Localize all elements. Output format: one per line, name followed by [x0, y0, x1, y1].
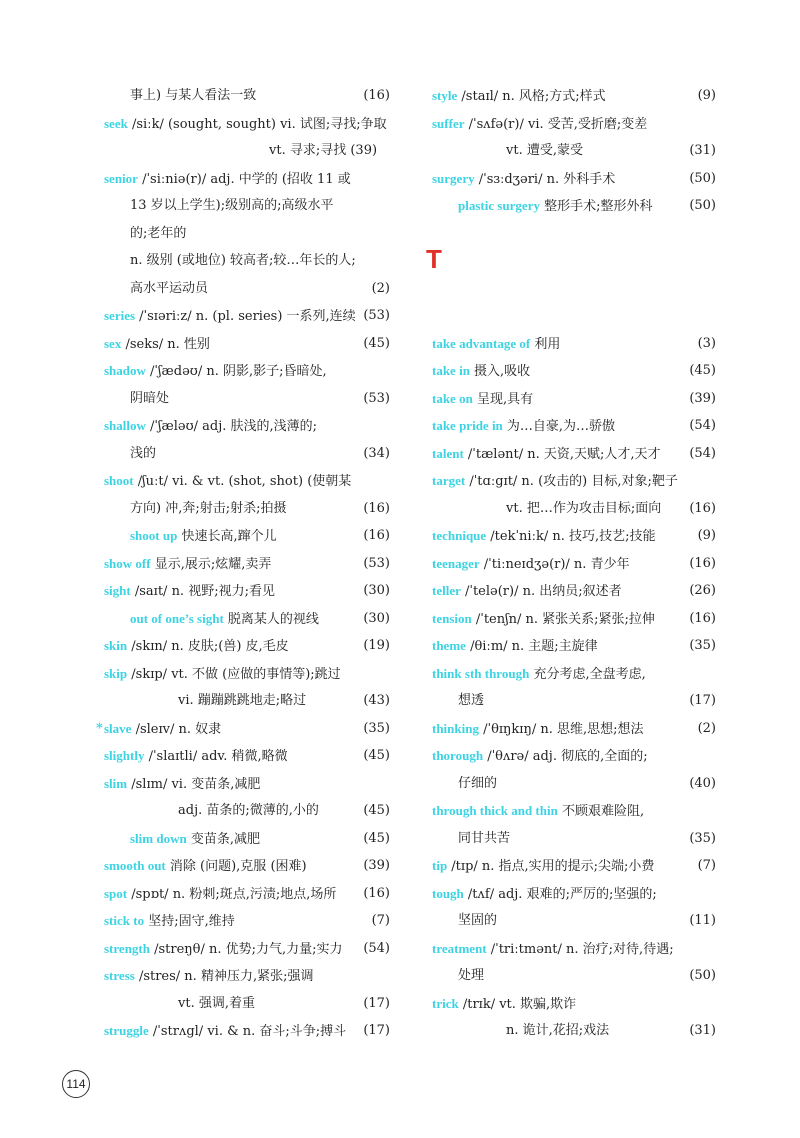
dictionary-line	[104, 165, 390, 193]
headword: stress	[104, 968, 135, 983]
page-reference: (16)	[363, 88, 390, 103]
page-reference: (39)	[689, 390, 716, 406]
page-reference: (30)	[363, 583, 390, 598]
definition-text: /θiːm/ n. 主题;主旋律	[465, 639, 598, 654]
dictionary-line	[104, 632, 390, 660]
definition-text: 13 岁以上学生);级别高的;高级水平	[130, 198, 334, 213]
page-reference: (53)	[363, 390, 390, 406]
definition-text: /skɪn/ n. 皮肤;(兽) 皮,毛皮	[127, 639, 289, 654]
definition-text: /ˈθʌrə/ adj. 彻底的,全面的;	[483, 749, 648, 764]
headword: seek	[104, 115, 128, 131]
headword: target	[432, 473, 466, 488]
headword: through thick and thin	[432, 803, 558, 818]
dictionary-line	[104, 880, 390, 908]
headword: slim	[104, 775, 128, 791]
dictionary-line	[104, 82, 390, 110]
headword: sight	[104, 583, 131, 598]
page-reference: (2)	[697, 720, 716, 736]
page-reference: (31)	[689, 1023, 716, 1038]
dictionary-line	[104, 742, 390, 770]
definition-text: /staɪl/ n. 风格;方式;样式	[457, 89, 606, 104]
headword: struggle	[104, 1023, 149, 1038]
page-reference: (16)	[363, 500, 390, 516]
definition-text: 的;老年的	[130, 225, 187, 241]
page-reference: (16)	[363, 885, 390, 901]
dictionary-line	[432, 935, 716, 963]
definition-text: /tekˈniːk/ n. 技巧,技艺;技能	[486, 529, 656, 544]
page-reference: (7)	[371, 913, 390, 928]
dictionary-line	[104, 935, 390, 963]
headword: thinking	[432, 720, 479, 736]
dictionary-line	[432, 165, 716, 193]
dictionary-line	[432, 577, 716, 605]
definition-text: 脱离某人的视线	[223, 611, 319, 627]
definition-text: /spɒt/ n. 粉刺;斑点,污渍;地点,场所	[127, 886, 337, 902]
headword: take pride in	[432, 418, 503, 433]
headword: strength	[104, 940, 150, 956]
headword: teenager	[432, 555, 480, 571]
definition-text: /ˈθɪŋkɪŋ/ n. 思维,思想;想法	[478, 721, 644, 737]
definition-text: 高水平运动员	[130, 280, 209, 296]
dictionary-line	[104, 660, 390, 688]
definition-text: 摄入,吸收	[469, 364, 531, 379]
headword: tip	[432, 858, 448, 873]
headword: shoot up	[130, 528, 178, 543]
dictionary-line	[432, 715, 716, 743]
right-top-entries	[432, 82, 716, 220]
dictionary-line	[432, 825, 716, 853]
headword: suffer	[432, 115, 465, 131]
page-number: 114	[62, 1070, 90, 1098]
definition-text: n. 诡计,花招;戏法	[506, 1023, 610, 1038]
headword: skip	[104, 665, 128, 681]
headword: stick to	[104, 913, 145, 928]
definition-text: 呈现,具有	[472, 391, 534, 407]
dictionary-line	[104, 770, 390, 798]
headword: slim down	[130, 830, 187, 846]
definition-text: 快速长高,蹿个儿	[177, 529, 277, 544]
dictionary-line	[432, 660, 716, 688]
dictionary-line	[104, 550, 390, 578]
definition-text: 想透	[458, 693, 485, 708]
page-reference: (9)	[697, 528, 716, 543]
dictionary-line	[104, 137, 390, 165]
dictionary-line	[432, 632, 716, 660]
headword: shadow	[104, 363, 146, 378]
headword: technique	[432, 528, 487, 543]
page-reference: (34)	[363, 445, 390, 461]
page-reference: (7)	[697, 858, 716, 873]
definition-text: /ˈsɜːdʒəri/ n. 外科手术	[474, 171, 616, 187]
headword: slave	[104, 720, 132, 736]
dictionary-line	[104, 495, 390, 523]
page-reference: (16)	[689, 500, 716, 516]
definition-text: /ˈtɑːgɪt/ n. (攻击的) 目标,对象;靶子	[465, 474, 678, 489]
headword: sex	[104, 335, 122, 351]
dictionary-line	[104, 440, 390, 468]
definition-text: adj. 苗条的;微薄的,小的	[178, 803, 319, 818]
dictionary-line	[104, 357, 390, 385]
section-heading	[426, 220, 716, 330]
definition-text: /tɪp/ n. 指点,实用的提示;尖端;小费	[447, 859, 655, 874]
headword: thorough	[432, 748, 484, 763]
page-reference: (50)	[689, 170, 716, 186]
definition-text: /ˈʃædəʊ/ n. 阴影,影子;昏暗处,	[145, 364, 327, 379]
definition-text: 变苗条,减肥	[186, 831, 260, 847]
page-reference: (35)	[689, 830, 716, 846]
dictionary-line	[104, 907, 390, 935]
right-column	[426, 82, 716, 1045]
dictionary-line	[432, 522, 716, 550]
definition-text: 事上) 与某人看法一致	[130, 88, 257, 103]
dictionary-line	[432, 990, 716, 1018]
page-reference: (50)	[689, 968, 716, 983]
page-reference: (54)	[689, 445, 716, 461]
dictionary-line	[432, 440, 716, 468]
definition-text: vt. 遭受,蒙受	[506, 143, 583, 158]
headword: take advantage of	[432, 335, 531, 351]
definition-text: /ˈtelə(r)/ n. 出纳员;叙述者	[460, 584, 622, 599]
dictionary-line	[432, 880, 716, 908]
definition-text: 阴暗处	[130, 390, 170, 406]
definition-text: /ˈtriːtmənt/ n. 治疗;对待,待遇;	[486, 941, 674, 957]
definition-text: 方向) 冲,奔;射击;射杀;拍摄	[130, 500, 287, 516]
headword: treatment	[432, 940, 487, 956]
headword: tough	[432, 885, 464, 901]
headword: show off	[104, 555, 151, 571]
page-reference: (2)	[371, 280, 390, 296]
definition-text: 仔细的	[458, 775, 498, 791]
dictionary-line	[432, 137, 716, 165]
headword: senior	[104, 170, 138, 186]
page-reference: (35)	[363, 720, 390, 736]
dictionary-line	[104, 577, 390, 605]
dictionary-line	[104, 247, 390, 275]
page-reference: (54)	[363, 940, 390, 956]
dictionary-line	[104, 330, 390, 358]
dictionary-line	[104, 990, 390, 1018]
star-marker: *	[96, 720, 103, 736]
headword: smooth out	[104, 858, 166, 873]
definition-text: /sleɪv/ n. 奴隶	[131, 721, 222, 737]
page-reference: (40)	[689, 775, 716, 791]
page-reference: (39)	[363, 858, 390, 873]
dictionary-line	[104, 605, 390, 633]
definition-text: /siːk/ (sought, sought) vi. 试图;寻找;争取	[127, 116, 387, 132]
headword: style	[432, 88, 458, 103]
dictionary-line	[432, 687, 716, 715]
dictionary-line	[432, 605, 716, 633]
page-reference: (16)	[689, 610, 716, 626]
headword: tension	[432, 610, 472, 626]
page-reference: (45)	[363, 748, 390, 763]
headword: take in	[432, 363, 470, 378]
headword: shallow	[104, 418, 146, 433]
page-reference: (54)	[689, 418, 716, 433]
definition-text: 坚持;固守,维持	[144, 914, 235, 929]
definition-text: /ʃuːt/ vi. & vt. (shot, shot) (使朝某	[133, 474, 352, 489]
page-reference: (45)	[689, 363, 716, 378]
dictionary-line	[104, 852, 390, 880]
dictionary-line	[432, 467, 716, 495]
dictionary-line	[432, 962, 716, 990]
page-reference: (50)	[689, 198, 716, 213]
dictionary-line	[104, 412, 390, 440]
page-reference: (17)	[363, 1023, 390, 1038]
definition-text: 坚固的	[458, 913, 498, 928]
definition-text: /saɪt/ n. 视野;视力;看见	[130, 584, 275, 599]
definition-text: /slɪm/ vi. 变苗条,减肥	[127, 776, 261, 792]
dictionary-line	[104, 825, 390, 853]
definition-text: 充分考虑,全盘考虑,	[529, 666, 646, 682]
definition-text: vt. 寻求;寻找 (39)	[269, 143, 378, 158]
definition-text: /tʌf/ adj. 艰难的;严厉的;坚强的;	[463, 886, 657, 902]
dictionary-line	[104, 192, 390, 220]
page-reference: (43)	[363, 693, 390, 708]
dictionary-line	[432, 852, 716, 880]
definition-text: /ˈtælənt/ n. 天资,天赋;人才,天才	[463, 446, 661, 462]
headword: skin	[104, 638, 128, 653]
definition-text: /seks/ n. 性别	[121, 336, 210, 352]
dictionary-line	[104, 687, 390, 715]
definition-text: /skɪp/ vt. 不做 (应做的事情等);跳过	[127, 666, 341, 682]
page-reference: (35)	[689, 638, 716, 653]
headword: series	[104, 308, 136, 323]
left-column	[96, 82, 390, 1045]
definition-text: /ˈslaɪtli/ adv. 稍微,略微	[144, 749, 288, 764]
dictionary-line	[432, 412, 716, 440]
definition-text: /ˈstrʌgl/ vi. & n. 奋斗;斗争;搏斗	[148, 1024, 347, 1039]
dictionary-line	[432, 495, 716, 523]
headword: plastic surgery	[458, 198, 540, 213]
headword: trick	[432, 995, 459, 1011]
definition-text: 利用	[530, 336, 561, 352]
dictionary-line	[432, 742, 716, 770]
headword: surgery	[432, 170, 475, 186]
dictionary-line	[432, 110, 716, 138]
definition-text: vi. 蹦蹦跳跳地走;略过	[178, 693, 307, 708]
page-reference: (9)	[697, 88, 716, 103]
page-reference: (45)	[363, 830, 390, 846]
headword: theme	[432, 638, 466, 653]
dictionary-line	[432, 385, 716, 413]
page-reference: (30)	[363, 610, 390, 626]
dictionary-line	[104, 1017, 390, 1045]
page-reference: (19)	[363, 638, 390, 653]
definition-text: 为…自豪,为…骄傲	[502, 419, 616, 434]
definition-text: 显示,展示;炫耀,卖弄	[150, 556, 272, 572]
page-reference: (53)	[363, 555, 390, 571]
dictionary-line	[104, 220, 390, 248]
definition-text: /stres/ n. 精神压力,紧张;强调	[134, 969, 314, 984]
dictionary-line	[104, 385, 390, 413]
page-reference: (53)	[363, 308, 390, 323]
dictionary-line	[432, 770, 716, 798]
definition-text: /ˈsʌfə(r)/ vi. 受苦,受折磨;变差	[464, 116, 648, 132]
headword: slightly	[104, 748, 145, 763]
definition-text: 处理	[458, 968, 485, 983]
page-reference: (17)	[689, 693, 716, 708]
dictionary-line	[104, 797, 390, 825]
headword: think sth through	[432, 665, 530, 681]
dictionary-line	[432, 907, 716, 935]
definition-text: n. 级别 (或地位) 较高者;较…年长的人;	[130, 253, 356, 268]
definition-text: /ˈtiːneɪdʒə(r)/ n. 青少年	[479, 556, 630, 572]
dictionary-line	[432, 330, 716, 358]
page-reference: (31)	[689, 143, 716, 158]
headword: out of one’s sight	[130, 610, 224, 626]
definition-text: vt. 把…作为攻击目标;面向	[506, 500, 662, 516]
right-bottom-entries	[432, 330, 716, 1045]
page-reference: (45)	[363, 803, 390, 818]
dictionary-line	[104, 522, 390, 550]
definition-text: /streŋθ/ n. 优势;力气,力量;实力	[149, 941, 343, 957]
section-letter: T	[426, 243, 442, 274]
page-reference: (3)	[697, 335, 716, 351]
page-reference: (16)	[689, 555, 716, 571]
dictionary-line	[432, 82, 716, 110]
definition-text: 不顾艰难险阻,	[557, 804, 645, 819]
definition-text: 消除 (问题),克服 (困难)	[165, 859, 307, 874]
dictionary-line	[432, 357, 716, 385]
definition-text: /ˈtenʃn/ n. 紧张关系;紧张;拉伸	[471, 611, 655, 627]
dictionary-line	[432, 1017, 716, 1045]
headword: talent	[432, 445, 464, 461]
headword: teller	[432, 583, 461, 598]
headword: spot	[104, 885, 128, 901]
dictionary-line	[96, 715, 390, 743]
dictionary-line	[432, 192, 716, 220]
dictionary-line	[104, 275, 390, 303]
page-reference: (16)	[363, 528, 390, 543]
dictionary-line	[104, 110, 390, 138]
page-reference: (17)	[363, 995, 390, 1011]
dictionary-line	[104, 467, 390, 495]
page-reference: (45)	[363, 335, 390, 351]
headword: take on	[432, 390, 473, 406]
dictionary-line	[432, 797, 716, 825]
definition-text: /ˈsiːniə(r)/ adj. 中学的 (招收 11 或	[137, 171, 351, 187]
dictionary-line	[432, 550, 716, 578]
page-reference: (11)	[689, 913, 716, 928]
definition-text: /ˈʃæləʊ/ adj. 肤浅的,浅薄的;	[145, 419, 318, 434]
page-reference: (26)	[689, 583, 716, 598]
dictionary-line	[104, 962, 390, 990]
dictionary-line	[104, 302, 390, 330]
definition-text: /ˈsɪəriːz/ n. (pl. series) 一系列,连续	[135, 309, 356, 324]
definition-text: 浅的	[130, 445, 157, 461]
headword: shoot	[104, 473, 134, 488]
definition-text: 同甘共苦	[458, 830, 511, 846]
definition-text: vt. 强调,着重	[178, 995, 255, 1011]
definition-text: 整形手术;整形外科	[539, 199, 653, 214]
definition-text: /trɪk/ vt. 欺骗,欺诈	[458, 996, 577, 1012]
